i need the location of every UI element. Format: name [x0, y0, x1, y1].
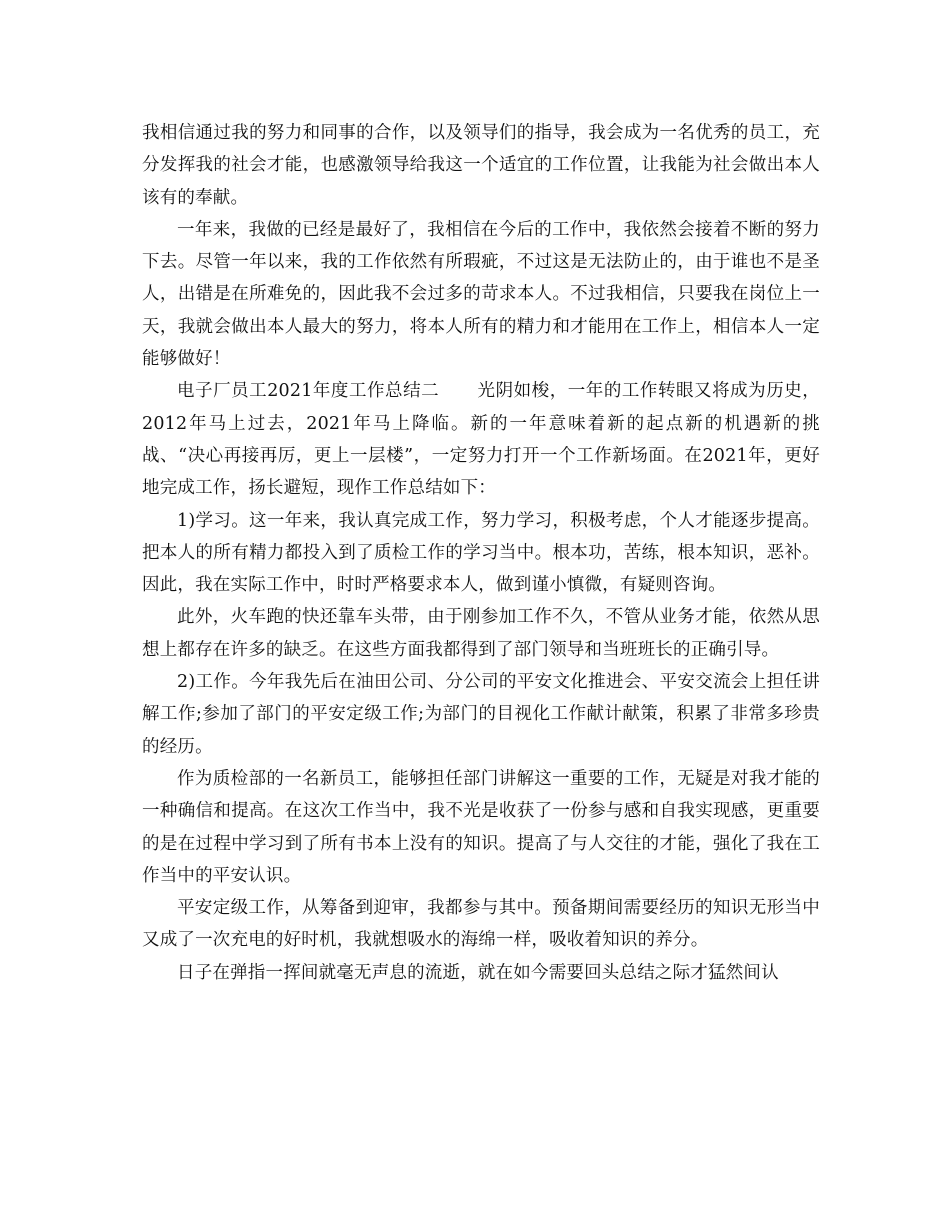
paragraph-2: 一年来，我做的已经是最好了，我相信在今后的工作中，我依然会接着不断的努力下去。尽管一年以来，我的工作依然有所瑕疵，不过这是无法防止的，由于谁也不是圣人，出错是在所难免的，因此我不会过多的苛求本人。不过我相信，只要我在岗位上一天，我就会做出本人最大的努力，将本人所有的精力和才能用在工作上，相信本人一定能够做好！ [142, 219, 820, 370]
paragraph-6: 2)工作。今年我先后在油田公司、分公司的平安文化推进会、平安交流会上担任讲解工作;参加了部门的平安定级工作;为部门的目视化工作献计献策，积累了非常多珍贵的经历。 [142, 672, 820, 757]
paragraph-1: 我相信通过我的努力和同事的合作，以及领导们的指导，我会成为一名优秀的员工，充分发挥我的社会才能，也感激领导给我这一个适宜的工作位置，让我能为社会做出本人该有的奉献。 [142, 123, 820, 208]
paragraph-3-text: 光阴如梭，一年的工作转眼又将成为历史，2012年马上过去，2021年马上降临。新的一年意味着新的起点新的机遇新的挑战、“决心再接再厉，更上一层楼”，一定努力打开一个工作新场面。在2021年，更好地完成工作，扬长避短，现作工作总结如下： [142, 381, 820, 499]
paragraph-9: 日子在弹指一挥间就毫无声息的流逝，就在如今需要回头总结之际才猛然间认 [177, 962, 779, 983]
paragraph-5: 此外，火车跑的快还靠车头带，由于刚参加工作不久，不管从业务才能，依然从思想上都存在许多的缺乏。在这些方面我都得到了部门领导和当班班长的正确引导。 [142, 607, 820, 660]
paragraph-7: 作为质检部的一名新员工，能够担任部门讲解这一重要的工作，无疑是对我才能的一种确信和提高。在这次工作当中，我不光是收获了一份参与感和自我实现感，更重要的是在过程中学习到了所有书本上没有的知识。提高了与人交往的才能，强化了我在工作当中的平安认识。 [142, 768, 820, 886]
paragraph-3 [142, 375, 820, 504]
section-heading: 电子厂员工2021年度工作总结二 [177, 381, 440, 402]
paragraph-8: 平安定级工作，从筹备到迎审，我都参与其中。预备期间需要经历的知识无形当中又成了一次充电的好时机，我就想吸水的海绵一样，吸收着知识的养分。 [142, 898, 820, 951]
paragraph-4: 1)学习。这一年来，我认真完成工作，努力学习，积极考虑，个人才能逐步提高。把本人的所有精力都投入到了质检工作的学习当中。根本功，苦练，根本知识，恶补。因此，我在实际工作中，时时严格要求本人，做到谨小慎微，有疑则咨询。 [142, 510, 820, 596]
document-body [142, 117, 820, 989]
